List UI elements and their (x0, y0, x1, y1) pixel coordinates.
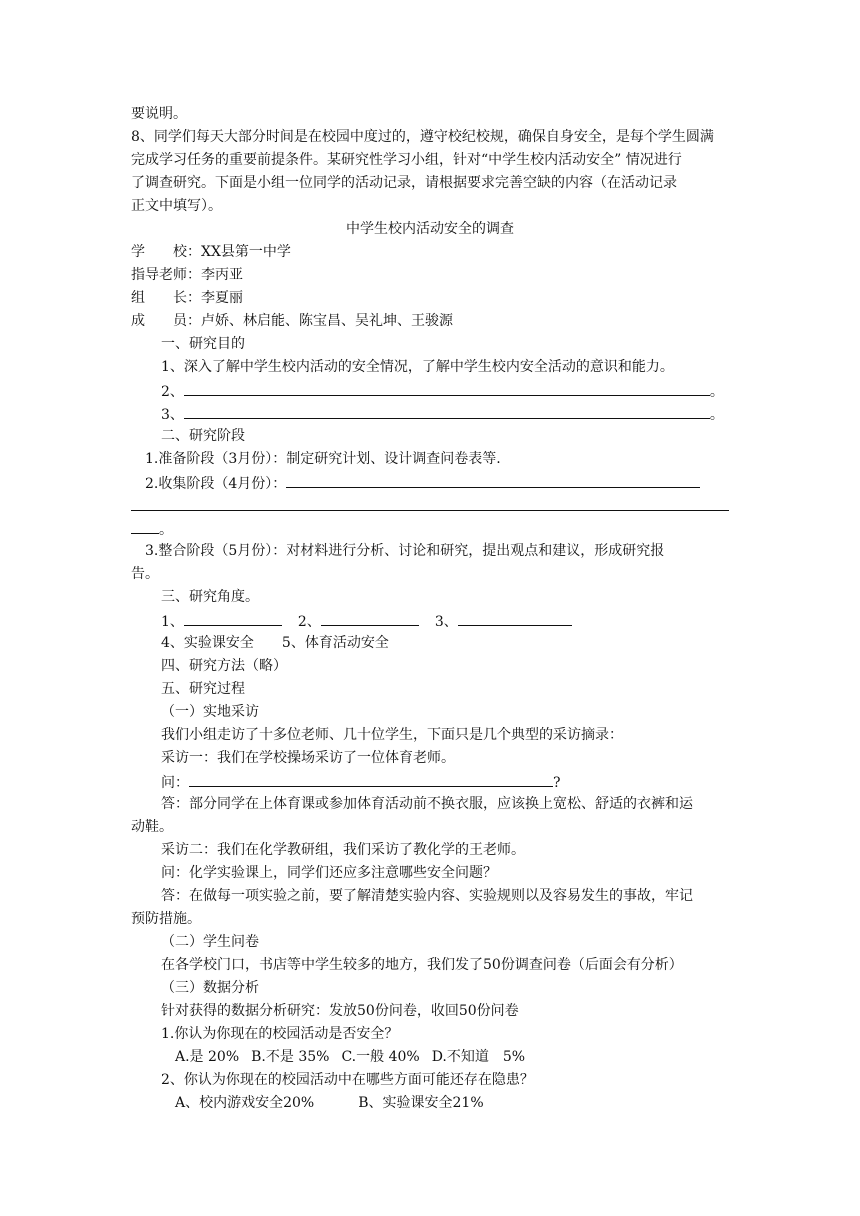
stage-2-blank-3-line (131, 517, 173, 539)
section-2-heading: 二、研究阶段 (161, 428, 245, 444)
angle-1-blank[interactable] (184, 609, 282, 626)
interview-2-answer-line-2: 预防措施。 (131, 911, 201, 927)
stage-2-end: 。 (159, 522, 173, 538)
purpose-3-label: 3、 (161, 407, 184, 423)
angle-5: 5、体育活动安全 (281, 635, 389, 651)
survey-question-2: 2、你认为你现在的校园活动中在哪些方面可能还存在隐患？ (161, 1072, 534, 1088)
question-8-line-2: 完成学习任务的重要前提条件。某研究性学习小组，针对“中学生校内活动安全” 情况进行 (131, 152, 682, 168)
question-label: 问： (161, 775, 189, 791)
angle-4-5-row (161, 632, 389, 654)
purpose-3-end: 。 (709, 407, 724, 423)
subsection-data-analysis: （三）数据分析 (161, 980, 259, 996)
survey-question-1: 1.你认为你现在的校园活动是否安全？ (161, 1026, 399, 1042)
interview-1-answer-line-1: 答：部分同学在上体育课或参加体育活动前不换衣服，应该换上宽松、舒适的衣裤和运 (161, 796, 693, 812)
angle-2-blank[interactable] (321, 609, 419, 626)
subsection-questionnaire: （二）学生问卷 (161, 934, 259, 950)
section-4-heading: 四、研究方法（略） (161, 658, 287, 674)
angle-1-label: 1、 (161, 614, 184, 630)
survey-question-1-options (175, 1046, 525, 1068)
section-5-heading: 五、研究过程 (161, 681, 245, 697)
teacher-line: 指导老师：李丙亚 (131, 267, 243, 283)
option-b: B、实验课安全21% (358, 1095, 484, 1111)
subsection-interview: （一）实地采访 (161, 704, 259, 720)
interview-2-question: 问：化学实验课上，同学们还应多注意哪些安全问题？ (161, 865, 497, 881)
question-8-line-3: 了调查研究。下面是小组一位同学的活动记录，请根据要求完善空缺的内容（在活动记录 (131, 175, 677, 191)
purpose-2-label: 2、 (161, 384, 184, 400)
angle-blanks-row (161, 609, 572, 631)
angle-4: 4、实验课安全 (161, 635, 254, 651)
option-a: A、校内游戏安全20% (175, 1095, 315, 1111)
interview-1-answer-line-2: 动鞋。 (131, 819, 173, 835)
stage-3-line-2: 告。 (131, 566, 159, 582)
stage-1: 1.准备阶段（3月份）：制定研究计划、设计调查问卷表等. (145, 451, 501, 467)
question-8-line-1: 8、同学们每天大部分时间是在校园中度过的，遵守校纪校规，确保自身安全，是每个学生圆满 (131, 129, 714, 145)
purpose-2-end: 。 (709, 384, 724, 400)
section-3-heading: 三、研究角度。 (161, 589, 259, 605)
data-analysis-text: 针对获得的数据分析研究：发放50份问卷，收回50份问卷 (161, 1003, 519, 1019)
purpose-1: 1、深入了解中学生校内活动的安全情况，了解中学生校内安全活动的意识和能力。 (161, 359, 674, 375)
interview-1: 采访一：我们在学校操场采访了一位体育老师。 (161, 750, 455, 766)
option-a: A.是 20% (175, 1049, 240, 1065)
purpose-3 (161, 402, 724, 424)
stage-3-line-1: 3.整合阶段（5月份）：对材料进行分析、讨论和研究，提出观点和建议，形成研究报 (145, 543, 665, 559)
option-c: C.一般 40% (341, 1049, 420, 1065)
purpose-3-blank[interactable] (184, 402, 710, 419)
interview-2-answer-line-1: 答：在做每一项实验之前，要了解清楚实验内容、实验规则以及容易发生的事故，牢记 (161, 888, 693, 904)
stage-2 (145, 471, 700, 493)
option-b: B.不是 35% (251, 1049, 330, 1065)
purpose-2 (161, 379, 724, 401)
interview-1-question-blank[interactable] (189, 770, 553, 787)
survey-question-2-options (175, 1092, 484, 1114)
survey-title: 中学生校内活动安全的调查 (346, 221, 514, 237)
stage-2-blank-2[interactable] (131, 510, 729, 511)
angle-2-label: 2、 (297, 614, 321, 630)
school-line: 学 校：XX县第一中学 (131, 244, 291, 260)
section-1-heading: 一、研究目的 (161, 336, 245, 352)
interview-1-question (161, 770, 561, 792)
interview-2: 采访二：我们在化学教研组，我们采访了教化学的王老师。 (161, 842, 525, 858)
angle-3-blank[interactable] (458, 609, 572, 626)
stage-2-blank-1[interactable] (286, 471, 700, 488)
questionnaire-text: 在各学校门口，书店等中学生较多的地方，我们发了50份调查问卷（后面会有分析） (161, 957, 683, 973)
text-line: 要说明。 (131, 106, 187, 122)
interview-intro: 我们小组走访了十多位老师、几十位学生，下面只是几个典型的采访摘录： (161, 727, 623, 743)
question-8-line-4: 正文中填写）。 (131, 198, 222, 214)
members-line: 成 员：卢娇、林启能、陈宝昌、吴礼坤、王骏源 (131, 313, 453, 329)
stage-2-label: 2.收集阶段（4月份）： (145, 476, 287, 492)
question-mark: ? (553, 775, 561, 791)
angle-3-label: 3、 (434, 614, 458, 630)
purpose-2-blank[interactable] (184, 379, 710, 396)
stage-2-blank-3[interactable] (131, 517, 159, 534)
option-d: D.不知道 5% (431, 1049, 526, 1065)
leader-line: 组 长：李夏丽 (131, 290, 243, 306)
